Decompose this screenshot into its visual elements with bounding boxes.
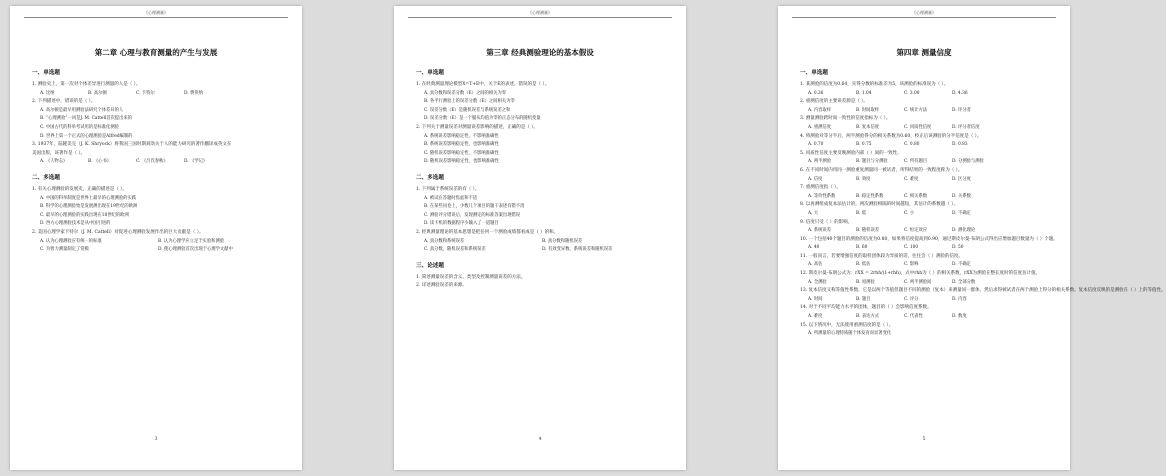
question-text: 9. 信度只受（ ）的影响。 (800, 219, 853, 225)
document-page (394, 6, 686, 470)
answer-option: A. 难度 (808, 314, 823, 320)
answer-option: C. 随机误差影响稳定性，不影响准确性 (424, 150, 499, 156)
answer-option: A. 《人物志》 (40, 159, 68, 165)
answer-option: D. 不确定 (952, 262, 971, 268)
answer-option: B. 高尔顿 (88, 90, 107, 96)
answer-option: A. 高尔顿是最早用测验法研究个体差异的人 (40, 107, 124, 113)
answer-option: A. 时间 (808, 296, 823, 302)
answer-option: C. 同质性信度 (904, 124, 932, 130)
page-header: 《心理测量》 (24, 10, 288, 18)
answer-option: D. 《学记》 (184, 159, 208, 165)
answer-option: B. 题目 (856, 296, 871, 302)
answer-option: A. 认为心理测验应有统一的标准 (40, 238, 102, 244)
answer-option: C. 测验评分错误后，发现测定的标准答案出现错误 (424, 212, 521, 218)
answer-options-row (800, 227, 1054, 236)
answer-option: C. 卡特尔 (136, 90, 155, 96)
answer-option: B. 认为心理学应立足于实验和测验 (158, 238, 225, 244)
answer-option: C. 两半测验间 (904, 279, 932, 285)
answer-option: C. 难度 (904, 176, 919, 182)
answer-option: A. 40 (808, 245, 820, 251)
answer-option: B. 0.75 (856, 142, 872, 148)
question-text: 1. 下列属于系统误差的有（ ）。 (416, 186, 480, 192)
answer-option: D. 不确定 (952, 210, 971, 216)
answer-option: A. 重测信度 (808, 124, 832, 130)
answer-option: C. 小 (904, 210, 915, 216)
answer-option: D. 0.83 (952, 142, 968, 148)
question-text: 3. 测量测验跨时间一致性的信度指标为（ ）。 (800, 116, 891, 122)
question-text: 14. 对于不同平均能力水平的团体，题目的（ ）会影响信度系数。 (800, 305, 932, 311)
answer-option: D. 4.36 (952, 90, 968, 96)
answer-options-row (800, 158, 1054, 167)
question-text: 8. 以再测组成复本法估计的，两次测验相隔的时间越短，其估计的系数越（ ）。 (800, 202, 958, 208)
answer-option: A. 全测验 (808, 279, 827, 285)
question-text: 11. 一般而言，若要增强信度的取样团体较为异质的话，往往会（ ）测验的信度。 (800, 253, 964, 259)
section-heading: 二、多选题 (32, 174, 60, 181)
question-text: 1. 有关心理测验的发展史，正确的描述是（ ）。 (32, 186, 127, 192)
answer-option: B. 在某些问卷上，少数几个项目的题干表述有错不清 (424, 204, 525, 210)
answer-option: A. 等价性系数 (808, 193, 836, 199)
answer-option: C. 统计方法 (904, 107, 928, 113)
answer-option: C. 代表性 (904, 314, 923, 320)
chapter-title: 第二章 心理与教育测量的产生与发展 (94, 48, 218, 57)
page-number: 4 (538, 437, 542, 442)
answer-option: C. 最早的心理测验的实践出现在18世纪的欧洲 (40, 212, 129, 218)
page-number: 3 (154, 437, 158, 442)
answer-option: A. 比纳 (40, 90, 55, 96)
question-text: 1. 某测验的信度为0.64，实得分数的标准差为5，该测验的标准误为（ ）。 (800, 82, 949, 87)
answer-option: B. 《心书》 (88, 159, 112, 165)
page-content (32, 68, 286, 255)
answer-option: D. 评分者信度 (952, 124, 980, 130)
answer-option: A. 被试在答题时焦虑和不适 (424, 195, 478, 201)
answer-option: B. 系统误差影响稳定性，也影响准确性 (424, 142, 499, 148)
answer-option: D. 内容 (952, 296, 967, 302)
question-text: 2. 详述测验误差的来源。 (416, 283, 467, 289)
answer-option: D. 随机误差影响稳定性，也影响准确性 (424, 159, 499, 165)
section-heading: 三、论述题 (416, 262, 444, 269)
answer-option: C. 中国古代的科举考试用的是标准化测验 (40, 124, 119, 130)
answer-option: C. 100 (904, 245, 919, 251)
answer-option: A. 大 (808, 210, 819, 216)
answer-option: B. 随机误差 (856, 228, 880, 234)
answer-option: A. 信度 (808, 176, 823, 182)
answer-options-row (800, 313, 1054, 322)
answer-option: A. 系统误差 (808, 228, 832, 234)
question-text: 10. 一个包括40个题目的测验的信度为0.80，如果将信度提高到0.90，通过斯皮尔曼-布朗公式得出应增加题目数量为（ ）个题。 (800, 236, 1058, 242)
question-text: 5. 同质性信度主要反映测验内部（ ）间的一致性。 (800, 150, 902, 156)
answer-option: D. 有效变异数、系统误差和随机误差 (542, 247, 613, 253)
answer-option: A. 真分数和误差分数（E）之间的相关为零 (424, 90, 507, 96)
answer-options-row (800, 210, 1054, 219)
question-text: 6. 在不同时间内用同一测验重复测量同一被试者，所得结果的一致程度称为（ ）。 (800, 167, 963, 173)
answer-options-row (800, 176, 1054, 185)
answer-option: B. 真分数和随机误差 (542, 238, 583, 244)
answer-option: B. 稳定性系数 (856, 193, 884, 199)
answer-options-row (800, 193, 1054, 202)
question-text: 2. 下列关于测量误差对测量误差影响的描述，正确的是（ ）。 (416, 124, 538, 130)
document-page (10, 6, 302, 470)
question-text: 15. 以下情况中，无法使用重测信度的是（ ）。 (800, 322, 894, 328)
answer-option: A. 系统误差影响稳定性，不影响准确性 (424, 133, 499, 139)
answer-option: B. 科学的心理测验始是发展测出现在19世纪的欧洲 (40, 204, 138, 210)
question-text: 2. 经典测量理论的基本思想是把任何一个测验成绩都看成是（ ）的和。 (416, 229, 559, 235)
answer-option: B. 表达方式 (856, 314, 880, 320)
section-heading: 一、单选题 (800, 70, 828, 76)
question-text: 1. 简述测量误差的含义、类型及控制测量误差的方法。 (416, 274, 526, 280)
answer-options-row (800, 261, 1054, 270)
answer-option: B. 效度 (856, 176, 871, 182)
question-text: 4. 将测验对等分半后，两半测验得分的相关系数为0.60，校正后该测验的分半信度是（ ）。 (800, 133, 982, 139)
answer-option: D. 分测验与测验 (952, 159, 984, 165)
answer-option: B. 1.04 (856, 90, 872, 96)
answer-option: C. 误差分数（E）是随机误差与系统误差之和 (424, 107, 511, 113)
chapter-title: 第四章 测量信度 (896, 48, 952, 57)
answer-option: D. 使心理测验首次出现于心理学文献中 (158, 247, 233, 253)
chapter-title: 第三章 经典测验理论的基本假设 (486, 48, 594, 57)
answer-option: C. 0.80 (904, 142, 920, 148)
answer-options-row (416, 238, 670, 247)
answer-option: B. 60 (856, 245, 868, 251)
question-text: 13. 复本信度又称等值性系数，它是以两个等值但题目不同的测验（复本）来测量同一群体，然后求得被试者在两个测验上得分的相关系数。复本信度反映的是测验在（ ）上的等值性。 (800, 288, 1166, 294)
answer-option: B. 复本信度 (856, 124, 880, 130)
answer-option: C. 为智力测量制定了常模 (40, 247, 89, 253)
answer-option: C. 相关系数 (904, 193, 928, 199)
section-heading: 一、单选题 (32, 70, 60, 76)
answer-option: B. 原测验 (856, 279, 875, 285)
answer-option: C. 影响 (904, 262, 919, 268)
question-text: 1. 测验史上，第一次对个体差异进行测量的人是（ ）。 (32, 82, 141, 87)
answer-option: C. 所有题目 (904, 159, 928, 165)
page-number: 5 (922, 437, 926, 442)
answer-options-row (800, 296, 1054, 305)
question-text: 美国出版，该著作是（ ）。 (32, 150, 86, 156)
page-content (416, 68, 670, 291)
answer-option: A. 真分数和系统误差 (424, 238, 465, 244)
answer-option: D. 全部分数 (952, 279, 976, 285)
answer-options-row (800, 124, 1054, 133)
answer-options-row (32, 246, 286, 255)
question-text: 1. 在经典测量理论模型X=T+E中，关于E的表述，错误的是（ ）。 (416, 82, 550, 87)
page-header: 《心理测量》 (408, 10, 672, 18)
answer-option: A. 两半测验 (808, 159, 832, 165)
answer-option: B. 时间取样 (856, 107, 880, 113)
answer-option: C. 真分数、随机误差和系统误差 (424, 247, 486, 253)
answer-option: A. 0.36 (808, 90, 824, 96)
answer-option: D. 世界上第一个正式的心理测验是Alfred编制的 (40, 133, 133, 139)
answer-option: D. 评分者 (952, 107, 971, 113)
answer-option: A. 高估 (808, 262, 823, 268)
answer-option: B. “心理测验”一词是J. M. Cattell首次提出来的 (40, 116, 132, 122)
answer-option: B. 低 (856, 210, 867, 216)
answer-options-row (800, 279, 1054, 288)
answer-option: B. 低估 (856, 262, 871, 268)
answer-option: C. 3.00 (904, 90, 920, 96)
answer-option: A. 0.70 (808, 142, 824, 148)
section-heading: 二、多选题 (416, 174, 444, 181)
question-text: 2. 下列描述中，错误的是（ ）。 (32, 99, 96, 105)
page-content (800, 68, 1166, 339)
document-page (778, 6, 1166, 470)
question-text: 2. 美国心理学家卡特尔（J. M. Cattell）对促进心理测验发展作出的巨大贡献是（ ）。 (32, 229, 204, 235)
answer-options-row (32, 238, 286, 247)
answer-options-row (32, 158, 286, 167)
answer-option: D. 西方心理测验技术是从中国引进的 (40, 221, 111, 227)
answer-option: D. 50 (952, 245, 964, 251)
answer-option: D. 测化理论 (952, 228, 976, 234)
question-text: 12. 斯皮尔曼-布朗公式为：rXX = 2rhh/(1+rhh)，式中rhh为（ ）的相关系数，rXX为测验在整长度时的信度估计值。 (800, 271, 1041, 277)
answer-option: A. 内容取样 (808, 107, 832, 113)
answer-options-row (800, 141, 1054, 150)
answer-option: B. 各平行测验上的误差分数（E）之间相关为零 (424, 99, 515, 105)
answer-options-row (416, 246, 670, 255)
answer-option: A. 中国的科举制度是世界上最早的心理测验的实践 (40, 195, 137, 201)
answer-options-row (32, 90, 286, 99)
answer-option: D. 读卡机的数据程序少输入了一道题目 (424, 221, 499, 227)
answer-option: D. 误差分数（E）是一个服从均值为零的正态分布的随机变量 (424, 116, 541, 122)
answer-option: C. 《吕氏春秋》 (136, 159, 168, 165)
answer-option: D. 费侠纳 (184, 90, 203, 96)
answer-option: D. 数度 (952, 314, 967, 320)
answer-option: C. 恒定效应 (904, 228, 928, 234)
answer-options-row (800, 107, 1054, 116)
question-text: 7. 重测信度指（ ）。 (800, 185, 841, 191)
answer-options-row (800, 244, 1054, 253)
answer-option: C. 评分 (904, 296, 919, 302)
answer-options-row (800, 90, 1054, 99)
answer-option: D. 关系数 (952, 193, 971, 199)
answer-option: D. 区分度 (952, 176, 971, 182)
question-text: 2. 重测信度的主要误差源是（ ）。 (800, 99, 868, 105)
answer-option: B. 题目与分测验 (856, 159, 888, 165)
question-text: 3. 1937年，陆隆美完（J. K. Shryock）将我国三国时期刘劭关于人的能力研究的著作翻译成英文在 (32, 142, 232, 148)
page-header: 《心理测量》 (792, 10, 1056, 18)
answer-option: A. 所测量的心理特质随个体发育而显著变化 (808, 331, 892, 337)
section-heading: 一、单选题 (416, 70, 444, 76)
